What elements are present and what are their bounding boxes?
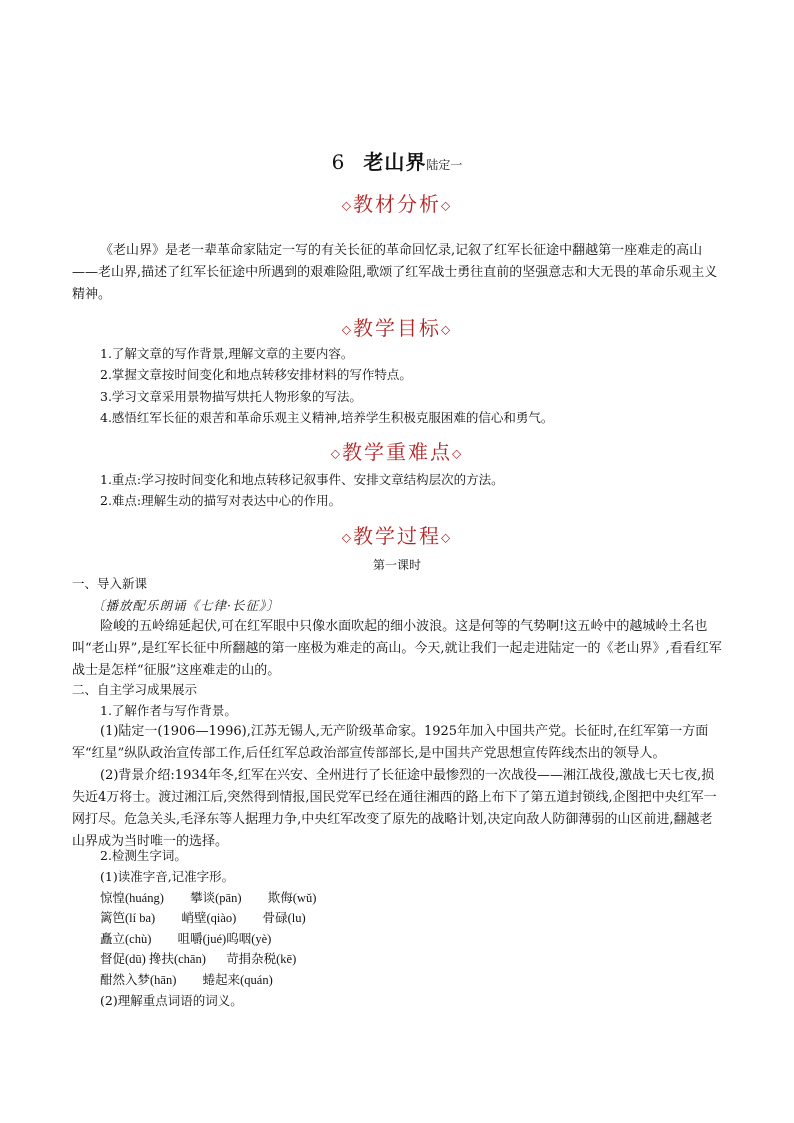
word-row: [100, 949, 296, 969]
lesson-period: 第一课时: [372, 558, 421, 572]
task-item: 1.了解作者与写作背景。: [100, 703, 237, 718]
word-item: 攀谈(pān): [190, 891, 242, 905]
author-intro-paragraph: (1)陆定一(1906—1996),江苏无锡人,无产阶级革命家。1925年加入中国共产党。长征时,在红军第一方面军“红星”纵队政治宣传部工作,后任红军总政治部宣传部部长,是中国共产党思想宣传阵线杰出的领导人。: [72, 724, 709, 761]
goal-item: 2.掌握文章按时间变化和地点转移安排材料的写作特点。: [100, 367, 412, 382]
sub-task-item: (2)理解重点词语的词义。: [100, 993, 243, 1008]
diamond-icon: ◇: [341, 198, 353, 213]
word-row: [100, 888, 316, 908]
word-row: [100, 929, 271, 949]
section-heading-analysis: [0, 188, 794, 217]
lesson-author: 陆定一: [426, 158, 463, 172]
section-heading-text: 教学重难点: [342, 440, 452, 464]
section-heading-goals: [0, 312, 794, 341]
word-item: 欺侮(wǔ): [267, 891, 317, 905]
word-row: [100, 908, 306, 928]
diamond-icon: ◇: [341, 530, 353, 545]
task-item: 2.检测生字词。: [100, 848, 187, 863]
lesson-number: 6: [331, 150, 346, 174]
word-item: 咀嚼(jué)呜咽(yè): [177, 932, 272, 946]
background-paragraph: (2)背景介绍:1934年冬,红军在兴安、全州进行了长征途中最惨烈的一次战役——湘江战役,激战七天七夜,损失近4万将士。渡过湘江后,突然得到情报,国民党军已经在通往湘西的路上布下了第五道封锁线,企图把中央红军一网打尽。危急关头,毛泽东等人据理力争,中央红军改变了原先的战略计划,决定向敌人防御薄弱的山区前进,翻越老山界成为当时唯一的选择。: [72, 768, 717, 849]
section-heading-text: 教材分析: [353, 192, 441, 216]
diamond-icon: ◇: [452, 446, 464, 461]
sub-task-item: (1)读准字音,记准字形。: [100, 869, 235, 884]
diamond-icon: ◇: [441, 198, 453, 213]
lesson-title-text: 老山界: [363, 150, 427, 174]
part-heading: 一、导入新课: [72, 576, 148, 591]
diamond-icon: ◇: [341, 322, 353, 337]
key-point-item: 1.重点:学习按时间变化和地点转移记叙事件、安排文章结构层次的方法。: [100, 472, 504, 487]
word-row: [100, 970, 273, 990]
analysis-paragraph: 《老山界》是老一辈革命家陆定一写的有关长征的革命回忆录,记叙了红军长征途中翻越第一座难走的高山——老山界,描述了红军长征途中所遇到的艰难险阻,歌颂了红军战士勇往直前的坚强意志和大无畏的革命乐观主义精神。: [72, 243, 718, 302]
word-item: 苛捐杂税(kē): [226, 952, 297, 966]
teaching-note: 〔播放配乐朗诵《七律·长征》〕: [92, 598, 280, 613]
section-heading-text: 教学过程: [353, 524, 441, 548]
word-item: 蜷起来(quán): [202, 973, 273, 987]
goal-item: 1.了解文章的写作背景,理解文章的主要内容。: [100, 346, 354, 361]
goal-item: 4.感悟红军长征的艰苦和革命乐观主义精神,培养学生积极克服困难的信心和勇气。: [100, 410, 554, 425]
word-item: 骨碌(lu): [262, 911, 306, 925]
word-item: 惊惶(huáng): [100, 891, 164, 905]
lesson-title: [0, 146, 794, 175]
goal-item: 3.学习文章采用景物描写烘托人物形象的写法。: [100, 389, 362, 404]
word-item: 酣然入梦(hān): [100, 973, 177, 987]
word-item: 峭壁(qiào): [181, 911, 237, 925]
key-point-item: 2.难点:理解生动的描写对表达中心的作用。: [100, 493, 342, 508]
intro-paragraph: 险峻的五岭绵延起伏,可在红军眼中只像水面吹起的细小波浪。这是何等的气势啊!这五岭中的越城岭土名也叫“老山界”,是红军长征中所翻越的第一座极为难走的高山。今天,就让我们一起走进陆定一的《老山界》,看看红军战士是怎样“征服”这座难走的山的。: [72, 619, 722, 678]
section-heading-text: 教学目标: [353, 316, 441, 340]
word-item: 督促(dū) 搀扶(chān): [100, 952, 206, 966]
diamond-icon: ◇: [330, 446, 342, 461]
diamond-icon: ◇: [441, 530, 453, 545]
section-heading-process: [0, 520, 794, 549]
word-item: 矗立(chù): [100, 932, 152, 946]
section-heading-key-points: [0, 436, 794, 465]
part-heading: 二、自主学习成果展示: [72, 682, 198, 697]
word-item: 篱笆(lí ba): [100, 911, 156, 925]
diamond-icon: ◇: [441, 322, 453, 337]
